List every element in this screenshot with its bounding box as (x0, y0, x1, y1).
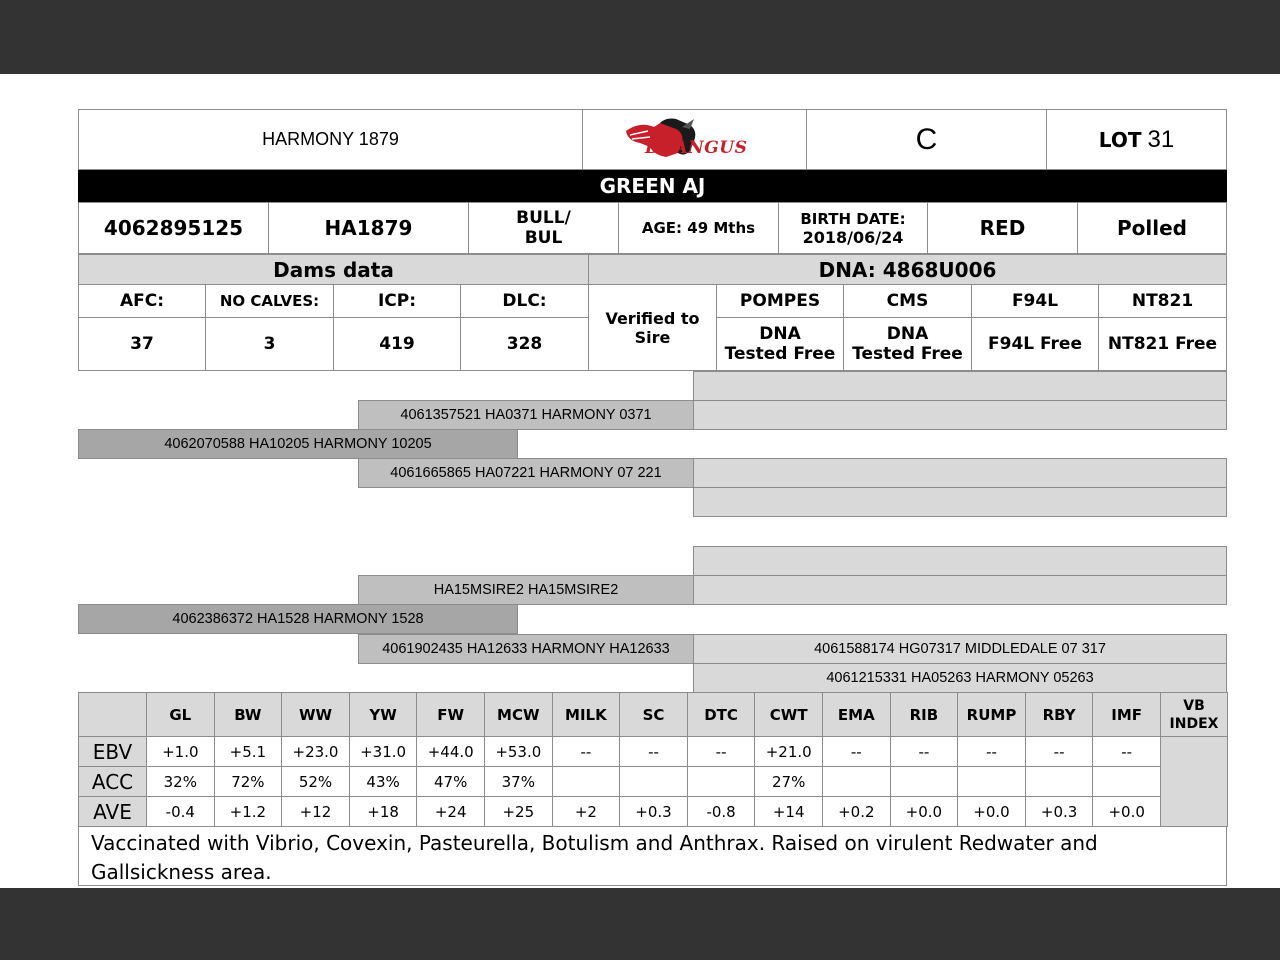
trait-value: +0.0 (957, 796, 1026, 827)
trait-value: -- (822, 736, 891, 767)
dna-test-pompes: POMPES (716, 284, 844, 318)
trait-header-sc: SC (619, 692, 688, 737)
lot-box (1046, 109, 1227, 170)
dams-data-title: Dams data (78, 254, 589, 285)
trait-value: -- (890, 736, 959, 767)
trait-value (687, 766, 756, 797)
trait-value: +1.2 (214, 796, 283, 827)
sex-line1: BULL/ (516, 208, 571, 228)
cms-result (843, 317, 972, 371)
trait-value: -- (687, 736, 756, 767)
afc-value: 37 (78, 317, 206, 371)
trait-value: -- (552, 736, 621, 767)
trait-value: +0.3 (1025, 796, 1094, 827)
trait-value: -- (957, 736, 1026, 767)
birth-date-value: 2018/06/24 (802, 227, 904, 247)
sex (468, 202, 619, 254)
trait-value: -0.4 (146, 796, 215, 827)
dam-sire: HA15MSIRE2 HA15MSIRE2 (358, 575, 694, 605)
age: AGE: 49 Mths (618, 202, 779, 254)
trait-header-milk: MILK (552, 692, 621, 737)
pompes-result-line2: Tested Free (724, 344, 836, 364)
trait-value: +18 (349, 796, 418, 827)
trait-value: +21.0 (754, 736, 823, 767)
trait-value: +25 (484, 796, 553, 827)
trait-header-ww: WW (281, 692, 350, 737)
trait-value (957, 766, 1026, 797)
trait-header-bw: BW (214, 692, 283, 737)
trait-value: +0.0 (1092, 796, 1161, 827)
vaccination-notes: Vaccinated with Vibrio, Covexin, Pasteurella, Botulism and Anthrax. Raised on virulent Redwater and Gallsickness area. (78, 826, 1227, 886)
brangus-logo (582, 109, 807, 170)
icp-label: ICP: (333, 284, 461, 318)
animal-tag: HA1879 (268, 202, 469, 254)
trait-value: 43% (349, 766, 418, 797)
sire: 4062070588 HA10205 HARMONY 10205 (78, 429, 518, 459)
trait-value: +44.0 (416, 736, 485, 767)
trait-value: +31.0 (349, 736, 418, 767)
nt821-result: NT821 Free (1098, 317, 1227, 371)
pedigree-empty-slot (693, 458, 1227, 488)
pedigree-empty-slot (693, 575, 1227, 605)
sex-line2: BUL (524, 228, 563, 248)
pedigree-empty-slot (693, 546, 1227, 576)
trait-value (1092, 766, 1161, 797)
dna-test-nt821: NT821 (1098, 284, 1227, 318)
verified-line1: Verified to (605, 308, 700, 328)
trait-value: -- (619, 736, 688, 767)
cms-result-line2: Tested Free (852, 344, 963, 364)
trait-value (552, 766, 621, 797)
pedigree-empty-slot (693, 487, 1227, 517)
pompes-result-line1: DNA (759, 324, 801, 344)
vb-index-value (1160, 736, 1228, 827)
trait-value (619, 766, 688, 797)
sire-dam: 4061665865 HA07221 HARMONY 07 221 (358, 458, 694, 488)
no-calves-value: 3 (205, 317, 334, 371)
birth-label: BIRTH DATE: (800, 209, 906, 228)
trait-value: +53.0 (484, 736, 553, 767)
grade: C (806, 109, 1047, 170)
dam-dam-sire: 4061588174 HG07317 MIDDLEDALE 07 317 (693, 634, 1227, 664)
vb-index-header (1160, 692, 1228, 737)
trait-value: 27% (754, 766, 823, 797)
trait-header-yw: YW (349, 692, 418, 737)
trait-header-gl: GL (146, 692, 215, 737)
color: RED (927, 202, 1078, 254)
dna-test-f94l: F94L (971, 284, 1099, 318)
vb-index-line2: INDEX (1169, 715, 1219, 732)
dna-test-cms: CMS (843, 284, 972, 318)
dlc-label: DLC: (460, 284, 589, 318)
no-calves-label: NO CALVES: (205, 284, 334, 318)
row-label-acc: ACC (78, 766, 147, 797)
trait-value (890, 766, 959, 797)
lot-number: 31 (1147, 125, 1175, 153)
trait-value: +0.2 (822, 796, 891, 827)
afc-label: AFC: (78, 284, 206, 318)
trait-value: +0.0 (890, 796, 959, 827)
vb-index-line1: VB (1183, 697, 1205, 714)
trait-value: -- (1092, 736, 1161, 767)
trait-value: 72% (214, 766, 283, 797)
trait-value: +14 (754, 796, 823, 827)
row-label-ave: AVE (78, 796, 147, 827)
trait-header-dtc: DTC (687, 692, 756, 737)
trait-header-cwt: CWT (754, 692, 823, 737)
trait-value: +1.0 (146, 736, 215, 767)
birth-date (778, 202, 928, 254)
trait-header-rby: RBY (1025, 692, 1094, 737)
f94l-result: F94L Free (971, 317, 1099, 371)
trait-header-fw: FW (416, 692, 485, 737)
dna-title: DNA: 4868U006 (588, 254, 1227, 285)
trait-value (822, 766, 891, 797)
trait-value: -0.8 (687, 796, 756, 827)
trait-value: +0.3 (619, 796, 688, 827)
herd-name: HARMONY 1879 (78, 109, 583, 170)
cms-result-line1: DNA (886, 324, 929, 344)
verified-line2: Sire (634, 327, 671, 347)
trait-value (1025, 766, 1094, 797)
animal-id: 4062895125 (78, 202, 269, 254)
row-label-ebv: EBV (78, 736, 147, 767)
trait-value: 52% (281, 766, 350, 797)
dlc-value: 328 (460, 317, 589, 371)
lot-card (0, 74, 1280, 888)
lot-label: LOT (1098, 127, 1142, 152)
trait-value: 32% (146, 766, 215, 797)
trait-value: +12 (281, 796, 350, 827)
trait-header-mcw: MCW (484, 692, 553, 737)
trait-header-rib: RIB (890, 692, 959, 737)
logo-text: BRANGUS (645, 138, 748, 158)
sire-sire: 4061357521 HA0371 HARMONY 0371 (358, 400, 694, 430)
trait-header-imf: IMF (1092, 692, 1161, 737)
trait-value: +2 (552, 796, 621, 827)
dam-dam-dam: 4061215331 HA05263 HARMONY 05263 (693, 663, 1227, 693)
dam: 4062386372 HA1528 HARMONY 1528 (78, 604, 518, 634)
trait-value: +5.1 (214, 736, 283, 767)
trait-value: +24 (416, 796, 485, 827)
pedigree-empty-slot (693, 371, 1227, 401)
trait-value: -- (1025, 736, 1094, 767)
verified-to-sire (588, 284, 717, 371)
trait-header-ema: EMA (822, 692, 891, 737)
trait-header-rump: RUMP (957, 692, 1026, 737)
animal-name: GREEN AJ (78, 170, 1227, 202)
icp-value: 419 (333, 317, 461, 371)
pompes-result (716, 317, 844, 371)
horn-status: Polled (1077, 202, 1227, 254)
dam-dam: 4061902435 HA12633 HARMONY HA12633 (358, 634, 694, 664)
trait-value: +23.0 (281, 736, 350, 767)
traits-corner (78, 692, 147, 737)
trait-value: 37% (484, 766, 553, 797)
trait-value: 47% (416, 766, 485, 797)
pedigree-empty-slot (693, 400, 1227, 430)
